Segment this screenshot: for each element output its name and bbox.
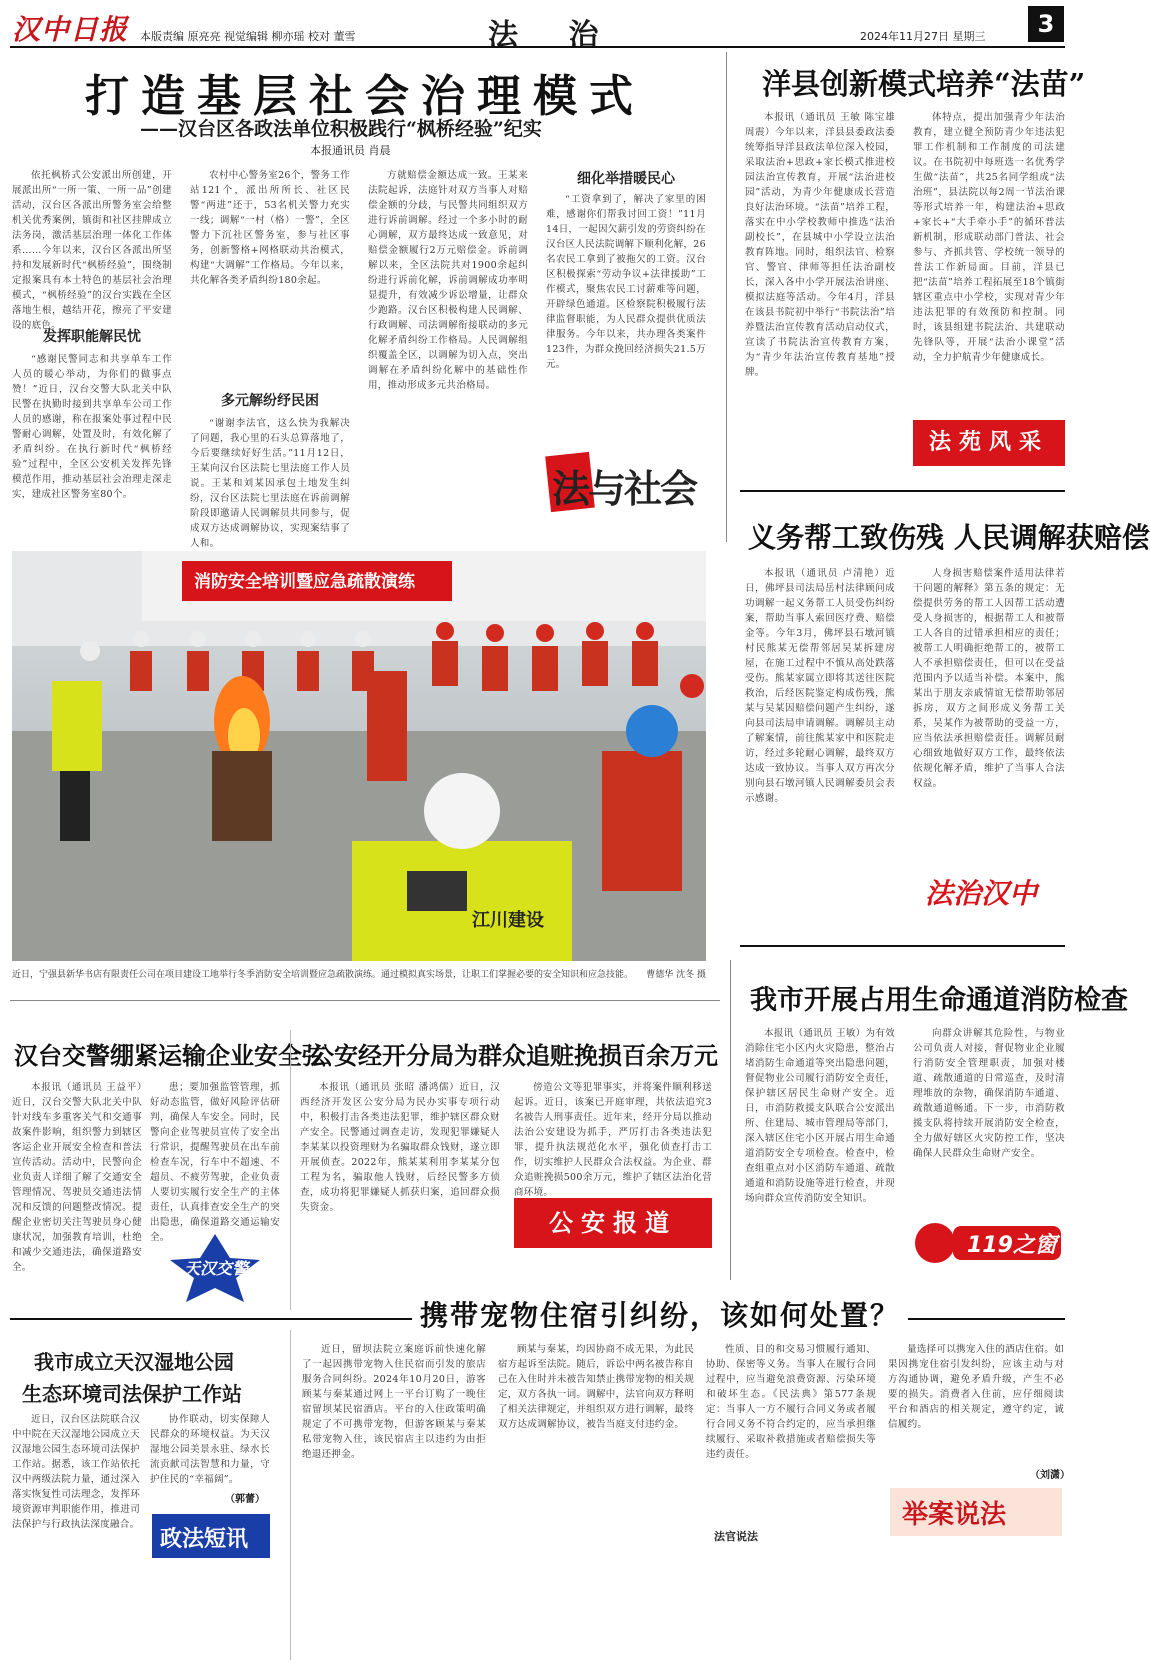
column-divider bbox=[290, 1330, 291, 1660]
lead-col-1: 依托枫桥式公安派出所创建，开展派出所“一所一策、一所一品”创建活动，汉台区各派出所警务室会给整机关优秀案例，镇街和社区挂牌成立法务岗，激活基层治理一体化工作体系……今年以来，汉台区各派出所坚持和发展新时代“枫桥经验”，围绕制定报案具有本土特色的基层社会治理模式，“枫桥经验”的汉台实践在全区落地生根，越结开花，擦亮了平安建设的底色。 bbox=[12, 170, 172, 331]
wetland-title-line2: 生态环境司法保护工作站 bbox=[22, 1382, 242, 1406]
column-divider bbox=[730, 960, 731, 1280]
lead-col-2b: “谢谢李法官，这么快为我解决了问题，我心里的石头总算落地了，今后要继续好好生活。”11月12日，王某向汉台区法院七里法庭工作人员说。王某和刘某因承包土地发生纠纷，汉台区法院七里法庭在诉前调解阶段即邀请人民调解员共同参与，促成双方达成调解协议，实现案结事了人和。 bbox=[190, 418, 350, 549]
pet-col-2: 顾某与秦某，均因协商不成无果，为此民宿方起诉至法院。随后，诉讼中两名被告称自己在入住时并未被告知禁止携带宠物的相关规定，双方各执一词。调解中，法官向双方释明了相关法律规定，并组织双方进行调解，最终双方达成调解协议，被告当庭支付违约金。 bbox=[498, 1344, 695, 1430]
yiwu-col-1: 本报讯（通讯员 卢清艳）近日，佛坪县司法局岳村法律顾问成功调解一起义务帮工人员受伤纠纷案，帮助当事人索回医疗费、赔偿金等。今年3月，佛坪县石墩河镇村民熊某无偿帮邻居吴某拆建房屋，在施工过程中不慎从高处跌落受伤。熊某家属立即将其送往医院救治，后经医院鉴定构成伤残，熊某与吴某因赔偿问题产生纠纷，遂向县司法局申请调解。调解员主动了解案情，前往熊某家中和医院走访，经过多轮耐心调解，最终双方达成一致协议。当事人双方再次分别向县石墩河镇人民调解委员会表示感谢。 bbox=[745, 568, 895, 804]
lead-story-subtitle: ——汉台区各政法单位积极践行“枫桥经验”纪实 bbox=[140, 118, 542, 140]
jiaojing-col-2: 患；要加强监管管理，抓好动态监管，做好风险评估研判，确保人车安全。同时，民警向企业驾驶员宣传了安全出行常识，提醒驾驶员在出车前检查车况，行车中不超速、不超员、不疲劳驾驶，企业负责人要切实履行安全生产的主体责任，认真排查安全生产的突出隐患，确保道路交通运输安全。 bbox=[150, 1082, 280, 1243]
pet-reporter: （刘潇） bbox=[1030, 1470, 1070, 1481]
pet-subhead: 法官说法 bbox=[714, 1530, 758, 1543]
issue-date: 2024年11月27日 星期三 bbox=[860, 30, 986, 43]
fire-drill-photo bbox=[12, 551, 706, 961]
fayuan-banner: 法苑风采 bbox=[913, 420, 1065, 466]
wetland-col-2: 协作联动，切实保障人民群众的环境权益。为天汉湿地公园美景永驻、绿水长流贡献司法智慧和力量，守护住民的“幸福阔”。 bbox=[150, 1414, 270, 1485]
xian-story-title: 洋县创新模式培养“法苗” bbox=[762, 67, 1086, 101]
wetland-title-line1: 我市成立天汉湿地公园 bbox=[34, 1350, 234, 1374]
lead-col-2: 农村中心警务室26个，警务工作站121个，派出所所长、社区民警“两进”还于，53名机关警力充实一线；调解“一村（格）一警”，全区警力下沉社区警务室，参与社区事务，创新警格+网格联动共治模式，构建“大调解”工作格局。今年以来，共化解各类矛盾纠纷180余起。 bbox=[190, 170, 350, 286]
fire-col-1: 本报讯（通讯员 王敏）为有效消除住宅小区内火灾隐患，整治占堵消防生命通道等突出隐患问题，督促物业公司履行消防安全责任，保护辖区居民生命财产安全。近日，市消防救援支队联合公安派出所、住建局、城市管理局等部门，深入辖区住宅小区开展占用生命通道消防安全专项检查。检查中，检查组重点对小区消防车通道、疏散通道和消防设施等进行检查，并现场向群众宣传消防安全知识。 bbox=[745, 1028, 895, 1204]
staff-credits: 本版责编 原亮亮 视觉编辑 柳亦瑶 校对 董雪 bbox=[140, 30, 356, 43]
pet-col-1: 近日，留坝法院立案庭诉前快速化解了一起因携带宠物入住民宿而引发的旅店服务合同纠纷。2024年10月20日，游客顾某与秦某通过网上一平台订购了一晚住宿留坝某民宿酒店。平台的入住政策明确规定了不可携带宠物，但游客顾某与秦某私带宠物入住，该民宿店主以违约为由拒绝退还押金。 bbox=[302, 1344, 486, 1460]
tianhan-jiaojing-logo: 天汉交警 bbox=[150, 1232, 280, 1304]
lead-col-1b: “感谢民警同志和共享单车工作人员的暖心举动，为你们的做事点赞！”近日，汉台交警大队北关中队民警在执勤时接到共享单车公司工作人员的感谢，称在报案处事过程中民警耐心调解，处置及时，有效化解了矛盾纠纷。在执行新时代“枫桥经验”过程中，全区公安机关发挥先锋模范作用，推动基层社会治理走深走实，建成社区警务室80个。 bbox=[12, 354, 172, 500]
section-rule bbox=[740, 490, 1065, 492]
yiwu-story-title: 义务帮工致伤残 人民调解获赔偿 bbox=[748, 521, 1150, 554]
lead-story-byline: 本报通讯员 肖晨 bbox=[310, 144, 391, 157]
pet-col-4: 量选择可以携宠入住的酒店住宿。如果因携宠住宿引发纠纷，应该主动与对方沟通协调，避免矛盾升级，产生不必要的损失。消费者入住前，应仔细阅读平台和酒店的相关规定，遵守约定，诚信履约。 bbox=[888, 1344, 1064, 1430]
paper-logo: 汉中日报 bbox=[12, 13, 129, 46]
lead-col-4: “工资拿到了，解决了家里的困难，感谢你们帮我讨回工资！”11月14日，一起因欠薪引发的劳资纠纷在汉台区人民法院调解下顺利化解，26名农民工拿到了被拖欠的工资。汉台区积极探索“劳动争议+法律援助”工作模式，聚焦农民工讨薪难等问题，开辟绿色通道。区检察院积极履行法律监督职能，为人民群众提供优质法律服务。今年以来，共办理各类案件123件，为群众挽回经济损失21.5万元。 bbox=[546, 194, 706, 370]
gongan-col-2: 傍造公文等犯罪事实，并将案件顺利移送起诉。近日，该案已开庭审理，共依法追究3名被告人刑事责任。近年来，经开分局以推动法治公安建设为抓手，严厉打击各类违法犯罪，提升执法规范化水平，强化侦查打击工作，切实维护人民群众合法权益。为企业、群众追赃挽损500余万元，维护了辖区法治化营商环境。 bbox=[514, 1082, 712, 1198]
section-title: 法 治 bbox=[488, 18, 619, 53]
gongan-col-1: 本报讯（通讯员 张昭 潘鸿儒）近日，汉西经济开发区公安分局为民办实事专项行动中，积极打击各类违法犯罪，维护辖区群众财产安全。民警通过调查走访，发现犯罪嫌疑人李某某以投资理财为名骗取群众钱财，遂立即开展侦查。2022年，熊某某利用李某某分包工程为名，骗取他人钱财，后经民警多方侦查，成功将犯罪嫌疑人抓获归案，追回群众损失资金。 bbox=[300, 1082, 500, 1213]
masthead-rule bbox=[10, 46, 1065, 48]
fire-story-title: 我市开展占用生命通道消防检查 bbox=[750, 985, 1128, 1016]
fazhi-hanzhong-logo: 法治汉中 bbox=[925, 877, 1038, 910]
jucun-shuofa-logo: 举案说法 bbox=[888, 1484, 1064, 1540]
fire-window-logo: 119之窗 bbox=[913, 1220, 1065, 1266]
lead-subhead-2: 多元解纷纾民困 bbox=[221, 393, 319, 409]
wetland-col-1: 近日，汉台区法院联合汉中中院在天汉湿地公园成立天汉湿地公园生态环境司法保护工作站。据悉，该工作站依托汉中两级法院力量，通过深入落实恢复性司法理念，发挥环境资源审判职能作用，推进司法保护与行政执法深度融合。 bbox=[12, 1414, 140, 1530]
yiwu-col-2: 人身损害赔偿案件适用法律若干问题的解释》第五条的规定：无偿提供劳务的帮工人因帮工活动遭受人身损害的，根据帮工人和被帮工人各自的过错承担相应的责任；被帮工人明确拒绝帮工的，被帮工人不承担赔偿责任，但可以在受益范围内予以适当补偿。本案中，熊某出于朋友亲戚情谊无偿帮助邻居拆房，双方之间形成义务帮工关系，吴某作为被帮助的受益一方，应当依法承担赔偿责任。调解员耐心细致地做好双方工作，最终依法依规化解矛盾，维护了当事人合法权益。 bbox=[913, 568, 1065, 789]
section-rule bbox=[10, 1000, 720, 1001]
page-number: 3 bbox=[1028, 6, 1064, 42]
column-divider bbox=[290, 1030, 291, 1310]
wetland-reporter: （郭蕾） bbox=[225, 1494, 265, 1505]
zhengfa-duanxun-logo: 政法短讯 bbox=[150, 1510, 272, 1562]
section-rule bbox=[740, 945, 1065, 947]
column-divider bbox=[726, 52, 727, 542]
lead-col-3: 方就赔偿金额达成一致。王某来法院起诉，法庭针对双方当事人对赔偿金额的分歧，与民警共同组织双方进行诉前调解。经过一个多小时的耐心调解，双方最终达成一致意见，对赔偿金额履行2万元赔偿金。诉前调解以来，全区法院共对1900余起纠纷进行诉前化解，诉前调解成功率明显提升，有效减少诉讼增量，让群众少跑路。汉台区积极构建人民调解、行政调解、司法调解衔接联动的多元化解矛盾纠纷工作格局。人民调解组织覆盖全区，以调解为切入点，突出调解在矛盾纠纷化解中的基础性作用，推动形成多元共治格局。 bbox=[368, 170, 528, 391]
lead-story-title: 打造基层社会治理模式 bbox=[85, 71, 645, 122]
jiaojing-story-title: 汉台交警绷紧运输企业安全弦 bbox=[14, 1041, 326, 1070]
photo-vest-text: 江川建设 bbox=[472, 910, 544, 931]
photo-caption: 近日，宁强县新华书店有限责任公司在项目建设工地举行冬季消防安全培训暨应急疏散演练。通过模拟真实场景，让职工们掌握必要的安全知识和应急技能。 曹德华 沈冬 摄 bbox=[12, 970, 706, 980]
gongan-story-title: 公安经开分局为群众追赃挽损百余万元 bbox=[310, 1041, 718, 1070]
fire-col-2: 向群众讲解其危险性，与物业公司负责人对接，督促物业企业履行消防安全管理职责，加强对楼道、疏散通道的日常巡查，及时清理堆放的杂物，确保消防车通道、疏散通道畅通。下一步，市消防救援支队将持续开展消防安全检查，全力做好辖区火灾防控工作，坚决确保人民群众生命财产安全。 bbox=[913, 1028, 1065, 1159]
fa-yu-shehui-logo: 法与社会 bbox=[546, 448, 706, 518]
pet-story-title: 携带宠物住宿引纠纷，该如何处置？ bbox=[412, 1294, 908, 1334]
gongan-banner: 公安报道 bbox=[514, 1198, 712, 1248]
lead-subhead-3: 细化举措暖民心 bbox=[577, 171, 675, 187]
photo-banner-text: 消防安全培训暨应急疏散演练 bbox=[194, 572, 415, 592]
lead-subhead-1: 发挥职能解民忧 bbox=[43, 329, 141, 345]
pet-col-3: 性质、目的和交易习惯履行通知、协助、保密等义务。当事人在履行合同过程中，应当避免浪费资源、污染环境和破坏生态。《民法典》第577条规定：当事人一方不履行合同义务或者履行合同义务不符合约定的，应当承担继续履行、采取补救措施或者赔偿损失等违约责任。 bbox=[706, 1344, 876, 1460]
jiaojing-col-1: 本报讯（通讯员 王益平）近日，汉台交警大队北关中队针对线车多重客关气和交通事故案件影响，组织警力到辖区客运企业开展安全检查和普法宣传活动。活动中，民警向企业负责人详细了解了交通安全管理情况、驾驶员交通违法情况和反馈的问题整改情况。提醒企业密切关注驾驶员身心健康状况，加强教育培训，杜绝和减少交通违法，确保道路安全。 bbox=[12, 1082, 142, 1273]
photo-credit: 曹德华 沈冬 摄 bbox=[646, 970, 706, 980]
xian-col-1: 本报讯（通讯员 王敏 陈宝雄 周震）今年以来，洋县县委政法委统筹指导洋县政法单位深入校园，采取法治+思政+家长模式推进校园法治宣传教育，开展“法治进校园”活动，为青少年健康成长营造良好法治环境。“法苗”培养工程，落实在中小学校教师中推选“法治副校长”，在县城中小学设立法治教育阵地。同时，组织法官、检察官、警官、律师等担任法治副校长，深入各中小学开展法治讲座、模拟法庭等活动。今年4月，洋县在该县书院初中举行“书院法治”培养暨法治宣传教育活动启动仪式，宣读了书院法治宣传教育方案，为“青少年法治宣传教育基地”授牌。 bbox=[745, 112, 895, 378]
xian-col-2: 体特点，提出加强青少年法治教育，建立健全预防青少年违法犯罪工作机制和工作制度的司法建议。在书院初中每班选一名优秀学生做“法苗”，共25名同学组成“法治班”，县法院以每2周一节法治课等形式培养一年，构建法治+思政+家长+“大手牵小手”的循环普法新机制，形成联动部门普法、社会参与、齐抓共管、学校统一领导的普法工作新局面。目前，洋县已把“法苗”培养工程拓展至18个镇街辖区重点中小学校，实现对青少年违法犯罪的有效预防和控制。同时，该县组建书院法治、共建联动先锋队等，开展“法治小课堂”活动，全力护航青少年健康成长。 bbox=[913, 112, 1065, 363]
